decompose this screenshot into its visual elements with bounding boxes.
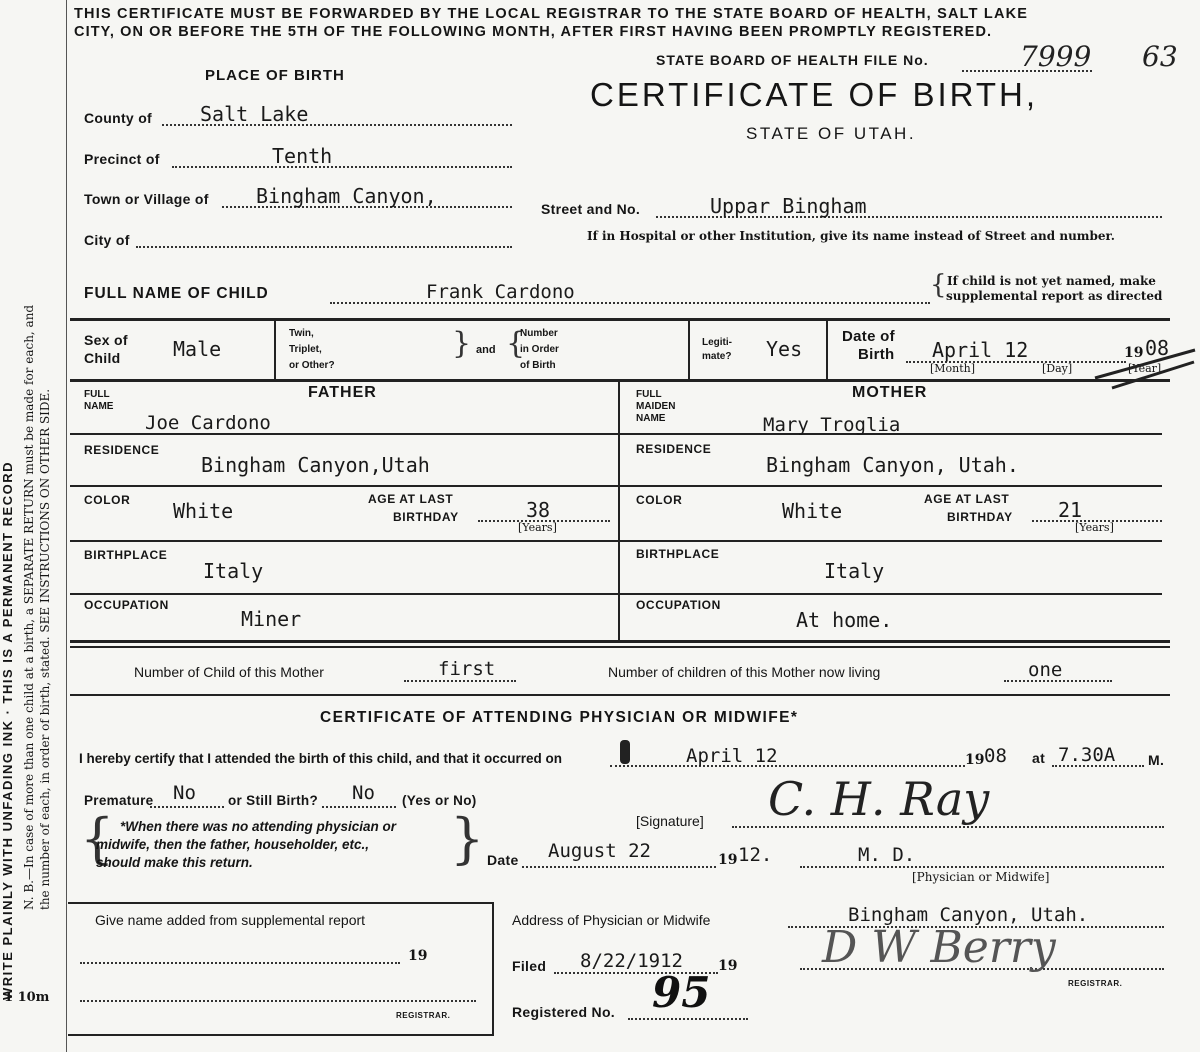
sign-date-label: Date [487,852,519,868]
city-line [136,246,512,248]
occurred-year-value: 08 [984,745,1007,767]
margin-note-line1: N. B.—In case of more than one child at a birth, a SEPARATE RETURN must be made for each, and [22,304,36,910]
rule-child-bottom [70,379,1170,382]
still-birth-label: or Still Birth? [228,793,318,808]
town-value: Bingham Canyon, [256,184,437,208]
legit-label-2: mate? [702,351,732,362]
sign-year-value: 12. [738,844,773,866]
file-no-label: STATE BOARD OF HEALTH FILE No. [656,52,929,68]
file-no: 7999 [1020,40,1092,73]
mother-color-value: White [782,499,843,523]
dob-year: 08 [1145,336,1170,360]
rule-occupation-bottom [70,640,1170,643]
signature-label: [Signature] [636,813,704,829]
mother-age-value: 21 [1058,498,1083,522]
date-of-birth-label-2: Birth [858,346,895,363]
name-note-line1: If child is not yet named, make [947,274,1156,288]
mother-residence-value: Bingham Canyon, Utah. [766,453,1019,477]
physician-heading: CERTIFICATE OF ATTENDING PHYSICIAN OR MIDWIFE* [320,709,799,726]
twin-label-2: Triplet, [289,344,322,355]
child-number-label: Number of Child of this Mother [134,664,324,680]
sex-label-2: Child [84,350,121,366]
mother-birthplace-value: Italy [824,559,885,583]
certify-text: I hereby certify that I attended the birth of this child, and that it occurred on [79,751,563,766]
father-name-value: Joe Cardono [145,412,271,434]
physician-caption: [Physician or Midwife] [912,870,1050,884]
county-value: Salt Lake [200,102,309,126]
still-birth-value: No [352,782,375,804]
registered-no-value: 95 [652,968,711,1017]
county-label: County of [84,110,153,126]
mother-name-label-1: FULL [636,389,662,400]
legit-label-1: Legiti- [702,337,732,348]
time-value: 7.30A [1058,744,1116,766]
father-color-value: White [173,499,234,523]
margin-warning: WRITE PLAINLY WITH UNFADING INK · THIS IS A PERMANENT RECORD [0,461,15,1000]
father-age-label-2: BIRTHDAY [393,510,459,524]
order-brace: { [506,326,526,361]
year-strike-marks [1090,340,1200,395]
precinct-label: Precinct of [84,151,160,167]
month-caption: [Month] [930,362,976,375]
father-residence-value: Bingham Canyon,Utah [201,453,430,477]
rule-child-div2 [688,321,690,379]
town-label: Town or Village of [84,191,209,207]
md-value: M. D. [858,844,916,866]
father-name-label-1: FULL [84,389,110,400]
father-birthplace-label: BIRTHPLACE [84,548,168,562]
note-brace-left: { [80,807,115,870]
occurred-date-value: April 12 [686,745,778,767]
ink-blot [620,740,630,764]
md-line [800,866,1164,868]
father-occupation-label: OCCUPATION [84,598,169,612]
mother-birthplace-label: BIRTHPLACE [636,547,720,561]
premature-value: No [173,782,196,804]
file-no-extra: 63 [1142,40,1178,73]
yes-no-hint: (Yes or No) [402,793,477,808]
physician-note-line3: should make this return. [96,855,253,870]
child-name-label: FULL NAME OF CHILD [84,285,269,302]
rule-color-bottom [70,540,1162,542]
sign-year-prefix: 19 [718,852,738,868]
place-of-birth-heading: PLACE OF BIRTH [205,67,345,84]
rule-child-div3 [826,321,828,379]
mother-name-label-3: NAME [636,413,666,424]
child-number-line [404,680,516,682]
twin-brace: } [452,326,472,361]
registrar-label: REGISTRAR. [1068,979,1123,988]
mother-color-label: COLOR [636,493,683,507]
address-label: Address of Physician or Midwife [512,912,711,928]
physician-note-line1: *When there was no attending physician or [120,819,397,834]
father-occupation-value: Miner [241,607,302,631]
rule-birthplace-bottom [70,593,1162,595]
mother-occupation-value: At home. [796,608,893,632]
mother-years-caption: [Years] [1075,521,1114,534]
certificate-title: CERTIFICATE OF BIRTH, [590,76,1039,113]
hospital-note: If in Hospital or other Institution, give its name instead of Street and number. [587,229,1115,243]
dob-value: April 12 [932,338,1029,362]
address-value: Bingham Canyon, Utah. [848,904,1089,926]
name-note-brace: { [930,270,947,300]
mother-heading: MOTHER [852,384,928,401]
supplemental-registrar-label: REGISTRAR. [396,1011,451,1020]
filed-label: Filed [512,958,547,974]
time-m-label: M. [1148,752,1165,768]
order-label-2: in Order [520,344,559,355]
father-color-label: COLOR [84,493,131,507]
rule-counts-bottom [70,694,1170,696]
note-brace-right: } [450,807,485,870]
city-label: City of [84,232,130,248]
occurred-line [610,765,965,767]
date-of-birth-label-1: Date of [842,328,895,345]
forward-notice-line2: CITY, ON OR BEFORE THE 5TH OF THE FOLLOWING MONTH, AFTER FIRST HAVING BEEN PROMPTLY REGISTERED. [74,24,993,40]
legit-value: Yes [766,337,803,361]
and-label: and [476,344,496,356]
registered-no-line [628,1018,748,1020]
filed-value: 8/22/1912 [580,950,683,972]
dob-year-prefix: 19 [1124,345,1144,361]
father-heading: FATHER [308,384,377,401]
order-label-1: Number [520,328,558,339]
filed-suffix: 19 [718,958,738,974]
mother-name-label-2: MAIDEN [636,401,676,412]
precinct-value: Tenth [272,144,333,168]
mother-age-label-1: AGE AT LAST [924,492,1010,506]
margin-note-line2: the number of each, in order of birth, stated. SEE INSTRUCTIONS ON OTHER SIDE. [38,388,52,910]
mother-occupation-label: OCCUPATION [636,598,721,612]
father-name-label-2: NAME [84,401,114,412]
child-number-value: first [438,658,496,680]
child-name-line [330,302,930,304]
rule-occupation-bottom-2 [70,646,1170,648]
signature-line [732,826,1164,828]
sex-label-1: Sex of [84,332,128,348]
certificate-subtitle: STATE OF UTAH. [746,124,917,143]
father-birthplace-value: Italy [203,559,264,583]
precinct-line [172,166,512,168]
order-label-3: of Birth [520,360,556,371]
occurred-year-prefix: 19 [965,752,985,768]
sign-date-value: August 22 [548,840,651,862]
twin-label-3: or Other? [289,360,335,371]
left-margin-rule [66,0,67,1052]
father-age-value: 38 [526,498,551,522]
physician-note-line2: midwife, then the father, householder, etc., [96,837,370,852]
premature-label: Premature [84,793,154,808]
at-label: at [1032,750,1046,766]
rule-child-top [70,318,1170,321]
street-value: Uppar Bingham [710,194,867,218]
father-years-caption: [Years] [518,521,557,534]
rule-parents-divider [618,382,620,640]
street-label: Street and No. [541,201,641,217]
rule-residence-bottom [70,485,1162,487]
name-note-line2: supplemental report as directed [946,289,1163,303]
supplemental-registrar-line [80,1000,476,1002]
father-residence-label: RESIDENCE [84,443,160,457]
mother-name-value: Mary Troglia [763,414,901,436]
children-living-label: Number of children of this Mother now living [608,664,881,680]
physician-signature: C. H. Ray [768,772,990,826]
mother-residence-label: RESIDENCE [636,442,712,456]
sex-value: Male [173,337,222,361]
child-name-value: Frank Cardono [426,281,575,303]
supplemental-year-prefix: 19 [408,948,428,964]
registrar-signature: D W Berry [822,922,1056,973]
forward-notice-line1: THIS CERTIFICATE MUST BE FORWARDED BY THE LOCAL REGISTRAR TO THE STATE BOARD OF HEALTH, SALT LAKE [74,6,1029,22]
still-birth-line [322,806,396,808]
children-living-value: one [1028,659,1063,681]
form-code: 1 10m [4,990,50,1005]
day-caption: [Day] [1042,362,1073,375]
year-caption: [Year] [1128,362,1162,375]
mother-age-label-2: BIRTHDAY [947,510,1013,524]
sign-date-line [522,866,716,868]
premature-line [150,806,224,808]
registered-no-label: Registered No. [512,1004,615,1020]
supplemental-name-line [80,962,400,964]
father-age-label-1: AGE AT LAST [368,492,454,506]
rule-child-div1 [274,321,276,379]
supplemental-label: Give name added from supplemental report [95,912,366,928]
twin-label-1: Twin, [289,328,314,339]
